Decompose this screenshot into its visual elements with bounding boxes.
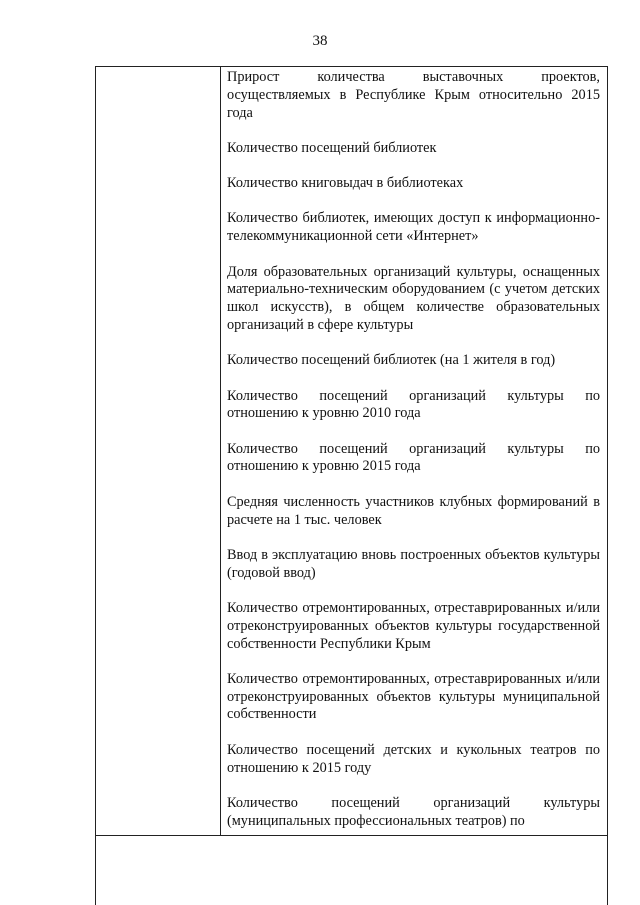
indicator-item: Ввод в эксплуатацию вновь построенных объектов культуры (годовой ввод) <box>227 546 600 581</box>
table-column-divider <box>220 66 221 836</box>
indicator-item: Количество посещений организаций культуры по отношению к уровню 2010 года <box>227 387 600 422</box>
indicator-item: Прирост количества выставочных проектов, осуществляемых в Республике Крым относительно 2015 года <box>227 69 600 121</box>
indicator-item: Количество посещений организаций культуры по отношению к уровню 2015 года <box>227 440 600 475</box>
indicator-item: Количество библиотек, имеющих доступ к информационно-телекоммуникационной сети «Интернет» <box>227 210 600 245</box>
indicators-cell <box>227 69 600 830</box>
indicator-item: Количество посещений детских и кукольных театров по отношению к 2015 году <box>227 741 600 776</box>
table-row-bottom-border <box>95 835 608 836</box>
indicator-item: Количество книговыдач в библиотеках <box>227 175 464 192</box>
indicator-item: Количество посещений библиотек <box>227 139 437 156</box>
indicator-item: Количество посещений библиотек (на 1 жителя в год) <box>227 352 556 369</box>
indicator-item: Доля образовательных организаций культуры, оснащенных материально-техническим оборудованием (с учетом детских школ искусств), в общем количестве образовательных организаций в сфере культуры <box>227 263 600 333</box>
indicator-item: Средняя численность участников клубных формирований в расчете на 1 тыс. человек <box>227 493 600 528</box>
page-number: 38 <box>312 33 328 49</box>
indicator-item: Количество посещений организаций культуры (муниципальных профессиональных театров) по <box>227 794 600 829</box>
indicator-item: Количество отремонтированных, отреставрированных и/или отреконструированных объектов культуры муниципальной собственности <box>227 670 600 723</box>
indicator-item: Количество отремонтированных, отреставрированных и/или отреконструированных объектов культуры государственной собственности Республики Крым <box>227 599 600 652</box>
